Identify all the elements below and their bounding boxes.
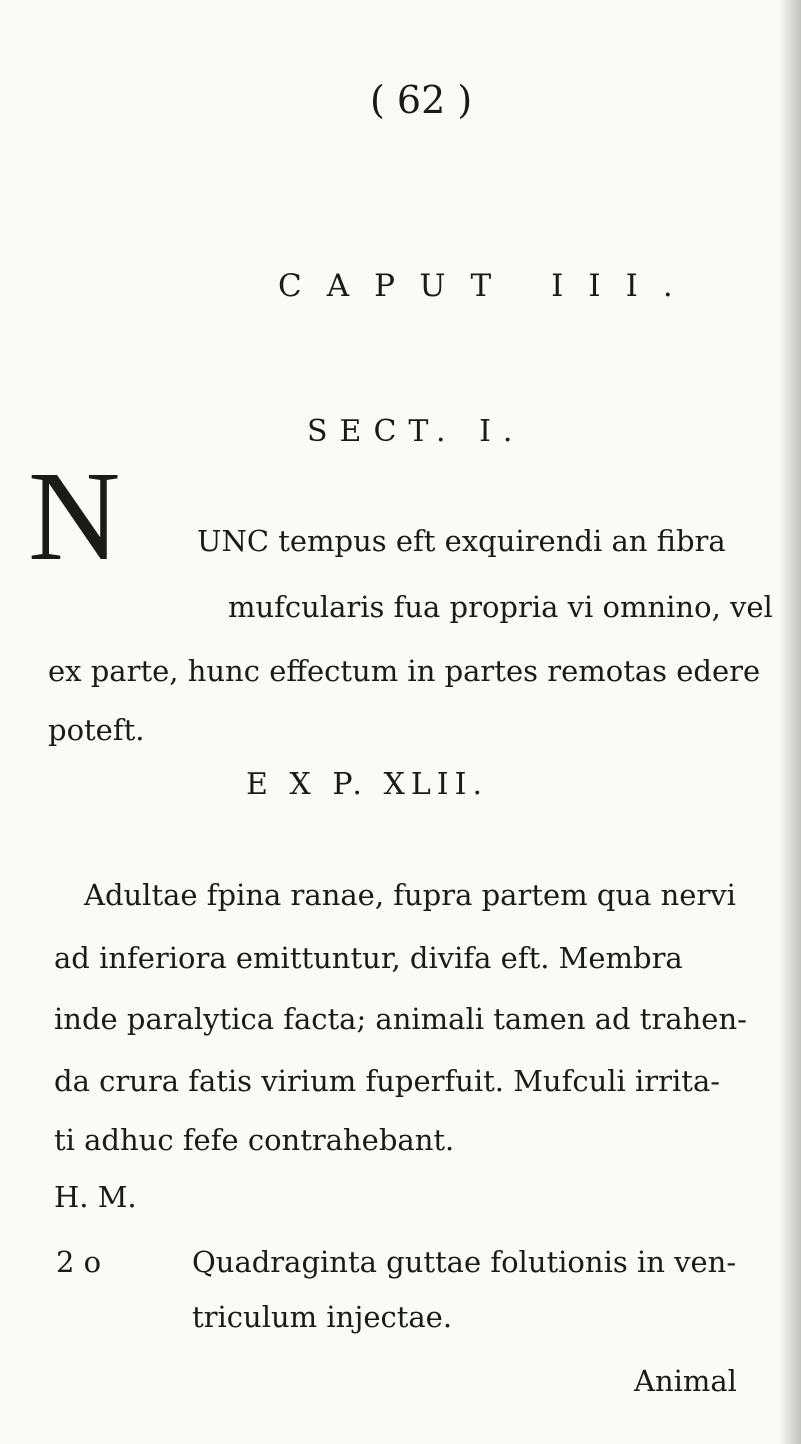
intro-line-4: poteft. bbox=[48, 713, 145, 747]
catchword: Animal bbox=[634, 1364, 737, 1398]
experiment-line-2: ad inferiora emittuntur, divifa eft. Membra bbox=[54, 941, 683, 975]
page-number: ( 62 ) bbox=[370, 78, 473, 122]
entry-line-2: triculum injectae. bbox=[192, 1300, 453, 1334]
time-label: H. M. bbox=[54, 1180, 137, 1214]
experiment-line-5: ti adhuc fefe contrahebant. bbox=[54, 1123, 455, 1157]
experiment-heading: E X P. XLII. bbox=[246, 767, 489, 802]
experiment-line-1: Adultae fpina ranae, fupra partem qua nervi bbox=[84, 878, 736, 912]
experiment-line-4: da crura fatis virium fuperfuit. Mufculi irrita- bbox=[54, 1064, 721, 1098]
intro-line-2: mufcularis fua propria vi omnino, vel bbox=[228, 590, 773, 624]
intro-line-1: UNC tempus eft exquirendi an fibra bbox=[197, 524, 726, 558]
entry-time: 2 o bbox=[56, 1245, 102, 1279]
dropcap-letter: N bbox=[28, 445, 121, 587]
chapter-heading: CAPUT III. bbox=[278, 268, 698, 304]
experiment-line-3: inde paralytica facta; animali tamen ad trahen- bbox=[54, 1002, 747, 1036]
page-edge-shadow bbox=[779, 0, 801, 1444]
intro-line-3: ex parte, hunc effectum in partes remotas edere bbox=[48, 654, 761, 688]
entry-line-1: Quadraginta guttae folutionis in ven- bbox=[192, 1245, 737, 1279]
section-heading: SECT. I. bbox=[307, 414, 525, 449]
